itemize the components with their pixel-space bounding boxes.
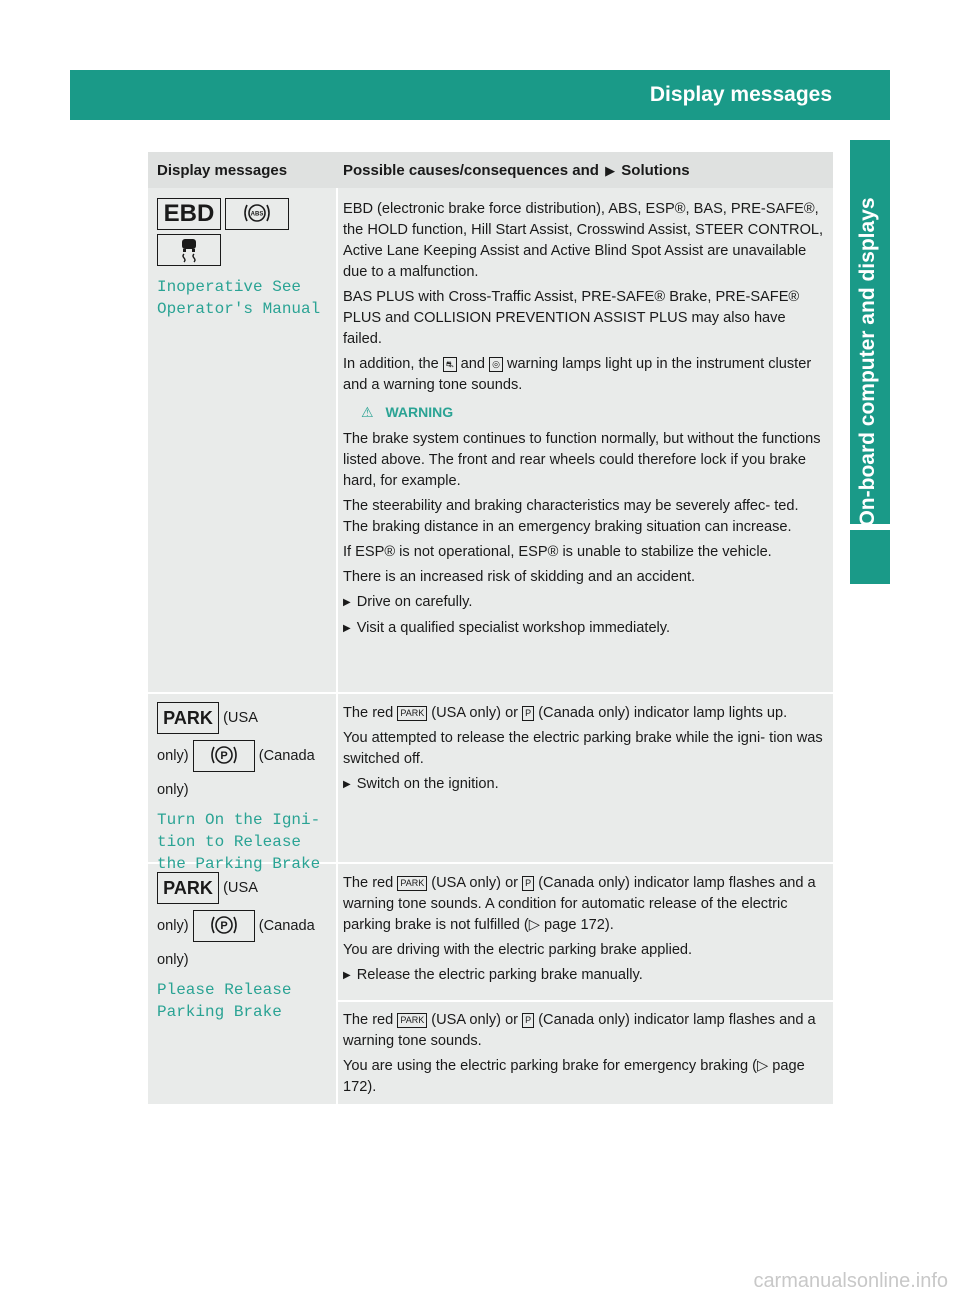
row3-message-cell [157, 872, 329, 1023]
message-turn-on-line2: tion to Release [157, 833, 302, 851]
page-header-title: Display messages [649, 83, 832, 106]
side-section-label: On-board computer and displays [856, 197, 879, 527]
ebd-warning-icon: EBD [157, 198, 221, 230]
abs-warning-icon [225, 198, 289, 230]
park-mini-icon: PARK [397, 1013, 427, 1028]
row2-paragraph-1 [343, 703, 827, 724]
park-indicator-icon: PARK [157, 872, 219, 904]
row1-paragraph-4: The brake system continues to function normally, but without the functions listed above. The front and rear wheels could therefore lock if you brake hard, for example. [343, 431, 821, 489]
row1-p3-text-c: warning lamps light up in the instrument cluster and a warning tone sounds. [343, 356, 812, 393]
column-header-messages: Display messages [157, 162, 288, 179]
only-label-2: only) [157, 782, 189, 798]
row3b-solution-cell [343, 1010, 827, 1102]
row3a-action-1: ▶ Release the electric parking brake manually. [343, 965, 827, 987]
row1-paragraph-1: EBD (electronic brake force distribution), ABS, ESP®, BAS, PRE-SAFE®, the HOLD function, Hill Start Assist, Crosswind Assist, STEER CONTROL, Active Lane Keeping Assist and Active Blind Spot Assist are unavailable due to a malfunction. [343, 201, 824, 280]
row1-message-cell [157, 198, 329, 320]
svg-text:P: P [220, 750, 228, 762]
row1-p3-text-b: and [460, 356, 486, 372]
park-indicator-icon: PARK [157, 702, 219, 734]
row1-solution-cell [343, 199, 827, 644]
row3b-p1-text-b: (USA only) or [431, 1012, 519, 1028]
parking-brake-mini-icon: P [522, 876, 534, 891]
warning-triangle-icon: ⚠ [361, 404, 374, 420]
message-inoperative-line1: Inoperative See [157, 278, 302, 296]
row3a-paragraph-2: You are driving with the electric parking brake applied. [343, 942, 693, 958]
row3a-p1-text-c: (Canada only) indicator lamp flashes and a warning tone sounds. A condition for automatic release of the electric parking brake is not fulfilled (▷ page 172). [343, 875, 816, 933]
warning-heading [361, 402, 827, 423]
row2-solution-cell [343, 703, 827, 800]
esp-skid-mini-icon: ⛐ [443, 357, 457, 372]
message-inoperative-line2: Operator's Manual [157, 300, 321, 318]
park-mini-icon: PARK [397, 706, 427, 721]
row3a-paragraph-1 [343, 873, 827, 936]
column-header-causes: Possible causes/consequences and [343, 162, 599, 179]
row1-paragraph-5: The steerability and braking characteristics may be severely affec- ted. The braking distance in an emergency braking situation can increase. [343, 498, 799, 535]
parking-brake-p-icon [193, 740, 255, 772]
row3a-solution-cell [343, 873, 827, 991]
only-label-2: only) [157, 952, 189, 968]
sub-row-divider [336, 1000, 833, 1002]
parking-brake-p-icon [193, 910, 255, 942]
row-divider [148, 692, 833, 694]
side-tab-marker [850, 530, 890, 584]
row2-message-cell [157, 702, 329, 875]
row1-action-1: ▶ Drive on carefully. [343, 592, 827, 614]
row3b-paragraph-2: You are using the electric parking brake for emergency braking (▷ page 172). [343, 1058, 805, 1095]
message-turn-on-line1: Turn On the Igni‐ [157, 811, 321, 829]
row1-action-2: ▶ Visit a qualified specialist workshop immediately. [343, 618, 827, 640]
column-header-solutions [343, 162, 690, 179]
svg-text:P: P [220, 920, 228, 932]
message-turn-on-line3: the Parking Brake [157, 855, 321, 873]
parking-brake-mini-icon: P [522, 1013, 534, 1028]
row1-paragraph-7: There is an increased risk of skidding and an accident. [343, 569, 696, 585]
only-label: only) [157, 917, 189, 934]
row2-paragraph-2: You attempted to release the electric parking brake while the igni- tion was switched off. [343, 730, 823, 767]
usa-label: (USA [223, 879, 258, 896]
column-divider [336, 188, 338, 1104]
message-please-release-line1: Please Release [157, 981, 292, 999]
row1-paragraph-6: If ESP® is not operational, ESP® is unable to stabilize the vehicle. [343, 544, 772, 560]
canada-label: (Canada [258, 917, 315, 934]
row1-paragraph-3 [343, 354, 827, 396]
row3b-p1-text-c: (Canada only) indicator lamp flashes and a warning tone sounds. [343, 1012, 816, 1049]
park-mini-icon: PARK [397, 876, 427, 891]
esp-skid-icon [157, 234, 221, 266]
arrow-right-icon: ▶ [605, 163, 616, 178]
row3b-p1-text-a: The red [343, 1012, 394, 1028]
parking-brake-mini-icon: P [522, 706, 534, 721]
watermark: carmanualsonline.info [753, 1270, 948, 1292]
row3a-p1-text-a: The red [343, 875, 394, 891]
row2-p1-text-c: (Canada only) indicator lamp lights up. [538, 705, 788, 721]
row3b-paragraph-1 [343, 1010, 827, 1052]
page-header [70, 70, 947, 120]
warning-label: WARNING [385, 404, 454, 420]
message-please-release-line2: Parking Brake [157, 1003, 282, 1021]
column-header-solutions-label: Solutions [621, 162, 690, 179]
row2-p1-text-a: The red [343, 705, 394, 721]
only-label: only) [157, 747, 189, 764]
canada-label: (Canada [258, 747, 315, 764]
svg-text:ABS: ABS [251, 211, 264, 218]
row2-p1-text-b: (USA only) or [431, 705, 519, 721]
row1-paragraph-2: BAS PLUS with Cross-Traffic Assist, PRE-SAFE® Brake, PRE-SAFE® PLUS and COLLISION PREVENTION ASSIST PLUS may also have failed. [343, 289, 800, 347]
row1-p3-text-a: In addition, the [343, 356, 439, 372]
row3a-p1-text-b: (USA only) or [431, 875, 519, 891]
usa-label: (USA [223, 709, 258, 726]
row2-action-1: ▶ Switch on the ignition. [343, 774, 827, 796]
abs-mini-icon: ◎ [489, 357, 503, 372]
page-number: 255 [915, 84, 947, 105]
